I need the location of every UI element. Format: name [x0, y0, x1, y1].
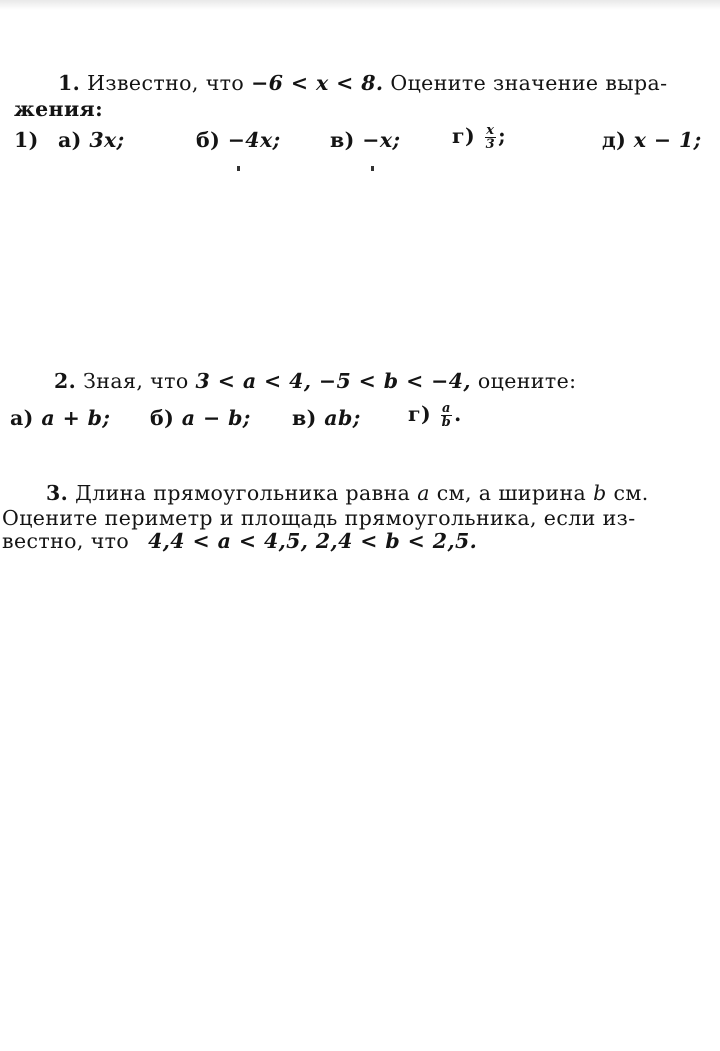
problem-1-line-2: жения: [14, 97, 104, 121]
problem-3-text: вестно, что [2, 529, 130, 553]
item-expression: ab; [324, 406, 361, 430]
problem-2-item-a [10, 406, 110, 430]
item-label: в) [292, 406, 317, 430]
print-artifact [371, 166, 374, 171]
problem-1-item-d [452, 124, 506, 151]
problem-2-text: Зная, что [83, 369, 189, 393]
item-expression: 3x; [89, 128, 125, 152]
problem-3-variable-b: b [593, 481, 607, 505]
problem-2-items-row [10, 401, 710, 446]
problem-2-line-1 [54, 369, 576, 393]
problem-3-line-1 [46, 481, 649, 505]
problem-1-item-a [58, 128, 125, 152]
problem-1-item-e [602, 128, 702, 152]
problem-1-item-b [196, 128, 281, 152]
problem-1-row-label: 1) [14, 128, 39, 152]
problem-2-inequality: 3 < a < 4, −5 < b < −4, [195, 369, 471, 393]
problem-2-item-d [408, 402, 462, 429]
fraction [485, 124, 496, 151]
problem-1-inequality: −6 < x < 8. [251, 71, 384, 95]
problem-1-number: 1. [58, 71, 81, 95]
problem-2-item-c [292, 406, 361, 430]
problem-1-item-c [330, 128, 400, 152]
item-expression: x − 1; [633, 128, 702, 152]
problem-3-text: см. [613, 481, 649, 505]
problem-2-text-rest: оцените: [477, 369, 577, 393]
problem-1-text: Известно, что [87, 71, 245, 95]
item-label: в) [330, 128, 355, 152]
fraction-numerator: x [486, 123, 495, 138]
top-shadow [0, 0, 720, 10]
item-expression: −4x; [227, 128, 281, 152]
item-label: г) [452, 124, 476, 148]
problem-3-text: см, а ширина [436, 481, 587, 505]
problem-1-text-rest: Оцените значение выра- [390, 71, 668, 95]
problem-3-number: 3. [46, 481, 69, 505]
item-expression: a + b; [41, 406, 111, 430]
item-suffix: ; [498, 124, 507, 148]
fraction-denominator: 3 [485, 137, 496, 152]
problem-1-line-1 [58, 71, 667, 95]
problem-2-number: 2. [54, 369, 77, 393]
item-label: б) [150, 406, 175, 430]
problem-1-items-row [14, 123, 714, 168]
fraction [441, 402, 453, 429]
item-suffix: . [454, 402, 462, 426]
item-label: а) [10, 406, 34, 430]
problem-3-variable-a: a [417, 481, 430, 505]
problem-3-text: Длина прямоугольника равна [75, 481, 411, 505]
item-label: г) [408, 402, 432, 426]
fraction-numerator: a [441, 401, 451, 416]
problem-3-line-3 [2, 529, 477, 553]
fraction-denominator: b [441, 415, 452, 430]
problem-2-item-b [150, 406, 251, 430]
print-artifact [237, 166, 240, 171]
problem-3-line-2: Оцените периметр и площадь прямоугольника, если из- [2, 506, 636, 530]
item-label: б) [196, 128, 221, 152]
item-label: д) [602, 128, 627, 152]
item-expression: −x; [362, 128, 401, 152]
problem-3-inequality: 4,4 < a < 4,5, 2,4 < b < 2,5. [148, 529, 478, 553]
item-label: а) [58, 128, 82, 152]
item-expression: a − b; [181, 406, 251, 430]
